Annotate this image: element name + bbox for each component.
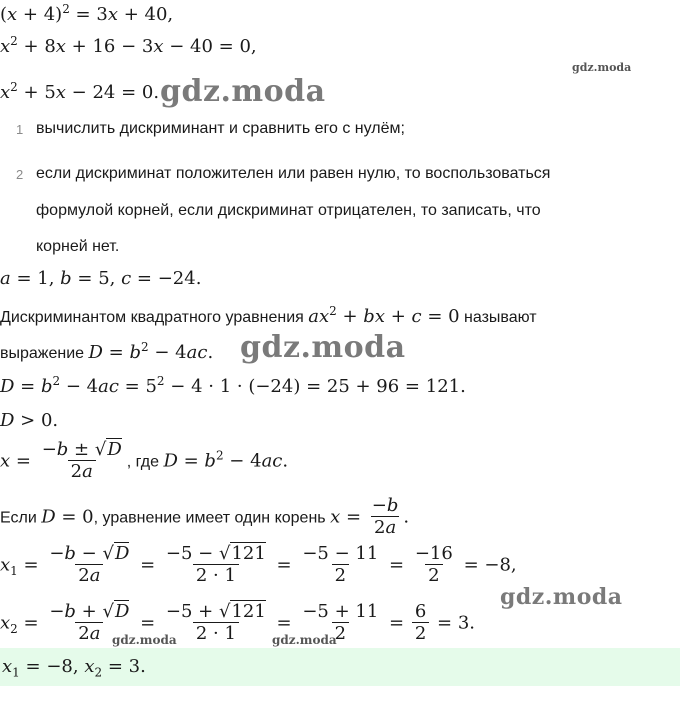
watermark: gdz.moda	[500, 584, 623, 610]
step-text-2-line-1: если дискриминат положителен или равен нулю, то воспользоваться	[36, 165, 551, 182]
watermark: gdz.moda	[272, 633, 337, 647]
discriminant-calculation: $D = b^2 - 4ac = 5^2 - 4 \cdot 1 \cdot (-24) = 25 + 96 = 121$.	[0, 374, 466, 397]
step-text-2-line-2: формулой корней, если дискриминат отрицателен, то записать, что	[36, 202, 541, 219]
definition-line-1: Дискриминантом квадратного уравнения $ax^2$ + bx + c = 0 называют	[0, 304, 537, 327]
watermark: gdz.moda	[112, 633, 177, 647]
step-text-1: вычислить дискриминант и сравнить его с нулём;	[36, 120, 405, 137]
watermark: gdz.moda	[160, 74, 326, 109]
root-formula-line: x = $\frac{-b \pm √D}{2a}$ , где $D = b^2 - 4ac$.	[0, 439, 289, 482]
definition-line-2: выражение $D = b^2 - 4ac$.	[0, 340, 214, 363]
step-text-2-line-3: корней нет.	[36, 238, 120, 255]
equation-line-1: $(x + 4)^2 = 3x + 40$,	[0, 2, 174, 25]
answer-text: $x_1 = -8$, $x_2 = 3$.	[2, 656, 146, 680]
equation-line-3: $x^2 + 5x - 24 = 0$.	[0, 80, 160, 103]
one-root-line: Если D = 0, уравнение имеет один корень x = $\frac{-b}{2a}$ .	[0, 495, 410, 538]
watermark: gdz.moda	[240, 330, 406, 365]
discriminant-positive: D > 0.	[0, 410, 59, 431]
step-number-2: 2	[16, 167, 24, 182]
step-number-1: 1	[16, 122, 24, 137]
watermark: gdz.moda	[572, 61, 632, 74]
x1-calculation: $x_1$ = $\frac{-b - √D}{2a}$ = $\frac{-5 - √121}{2 \cdot 1}$ = $\frac{-5 - 11}{2}$ = $\frac{-16}{2}$ = −8,	[0, 543, 517, 586]
coefficients-line: a = 1, b = 5, c = −24.	[0, 268, 202, 289]
x2-calculation: $x_2$ = $\frac{-b + √D}{2a}$ = $\frac{-5 + √121}{2 \cdot 1}$ = $\frac{-5 + 11}{2}$ = $\frac{6}{2}$ = 3.	[0, 601, 475, 644]
equation-line-2: $x^2 + 8x + 16 - 3x - 40 = 0$,	[0, 34, 257, 57]
